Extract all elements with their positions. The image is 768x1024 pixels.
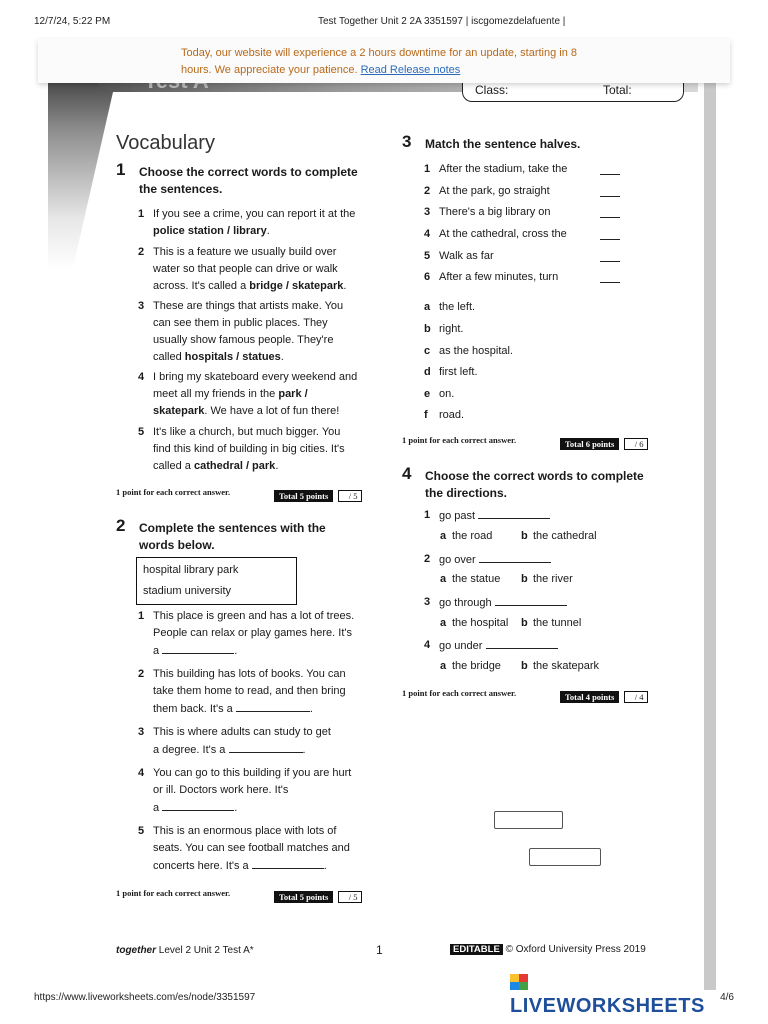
- points-note: 1 point for each correct answer.: [402, 688, 517, 698]
- answer-blank[interactable]: [252, 857, 324, 869]
- answer-input-box[interactable]: [529, 848, 601, 866]
- item-text: This place is green and has a lot of trees.: [153, 610, 355, 622]
- level-info: Level 2 Unit 2 Test A*: [158, 945, 254, 956]
- option-letter: f: [424, 409, 428, 421]
- instruction-line: Choose the correct words to complete: [425, 469, 644, 483]
- points-note: 1 point for each correct answer.: [116, 888, 231, 898]
- answer-blank[interactable]: [236, 700, 310, 712]
- item-text: go over: [439, 554, 476, 566]
- item-text: There's a big library on: [439, 206, 551, 218]
- copyright: © Oxford University Press 2019: [505, 944, 646, 955]
- answer-blank[interactable]: [162, 799, 234, 811]
- item-text: .: [343, 280, 347, 292]
- score-box: / 5: [338, 490, 362, 502]
- ex4-options-3: [440, 617, 640, 633]
- match-answer-blank[interactable]: [600, 185, 620, 197]
- item-text: go under: [439, 640, 483, 652]
- option-text: on.: [439, 388, 455, 400]
- option-letter: a: [440, 617, 447, 629]
- exercise-3-instructions: [402, 132, 682, 156]
- instruction-line: the directions.: [425, 486, 508, 500]
- option-letter: a: [424, 301, 431, 313]
- item-text: .: [275, 460, 279, 472]
- item-text: a: [153, 802, 160, 814]
- item-number: 1: [138, 208, 145, 220]
- item-number: 5: [424, 250, 431, 262]
- watermark-text: LIVEWORKSHEETS: [510, 995, 705, 1017]
- option-text: the skatepark: [533, 660, 600, 672]
- score-box: / 5: [338, 891, 362, 903]
- instruction-line: the sentences.: [139, 182, 223, 196]
- total-points: Total 4 points: [560, 691, 619, 703]
- option-text: the cathedral: [533, 530, 597, 542]
- item-text: find this kind of building in big cities. It's: [153, 443, 345, 455]
- ex3-item-5: [424, 248, 624, 266]
- item-text: I bring my skateboard every weekend and: [153, 371, 358, 383]
- exercise-2-instructions: [116, 516, 376, 556]
- instruction-line: Complete the sentences with the: [139, 521, 326, 535]
- item-number: 1: [424, 163, 431, 175]
- item-number: 1: [424, 509, 431, 521]
- banner-line: hours. We appreciate your patience.: [181, 64, 358, 76]
- liveworksheets-icon: [510, 974, 528, 990]
- ex2-total: [274, 887, 362, 905]
- item-text: You can go to this building if you are hurt: [153, 767, 352, 779]
- answer-blank[interactable]: [162, 642, 234, 654]
- ex3-option-e: [424, 386, 624, 404]
- points-note: 1 point for each correct answer.: [402, 435, 517, 445]
- ex3-item-2: [424, 183, 624, 201]
- option-letter: b: [424, 323, 431, 335]
- option-text: the statue: [452, 573, 501, 585]
- ex3-total: [560, 434, 648, 452]
- print-datetime: 12/7/24, 5:22 PM: [34, 16, 111, 27]
- item-number: 4: [138, 371, 145, 383]
- exercise-1-instructions: [116, 160, 376, 200]
- answer-blank[interactable]: [229, 741, 303, 753]
- item-text: .: [280, 351, 284, 363]
- item-number: 4: [424, 228, 431, 240]
- item-number: 3: [424, 206, 431, 218]
- item-text: called a: [153, 460, 194, 472]
- item-text: go past: [439, 510, 476, 522]
- item-text: go through: [439, 597, 492, 609]
- item-number: 5: [138, 426, 145, 438]
- option-text: the tunnel: [533, 617, 582, 629]
- item-text: concerts here. It's a: [153, 860, 249, 872]
- item-text: These are things that artists make. You: [153, 300, 344, 312]
- match-answer-blank[interactable]: [600, 163, 620, 175]
- item-text: If you see a crime, you can report it at the: [153, 208, 356, 220]
- option-text: as the hospital.: [439, 345, 513, 357]
- answer-blank[interactable]: [478, 507, 550, 519]
- ex3-option-d: [424, 364, 624, 382]
- item-text: Walk as far: [439, 250, 494, 262]
- ex4-options-2: [440, 573, 640, 589]
- option-letter: a: [440, 530, 447, 542]
- exercise-number: 1: [116, 160, 126, 179]
- total-points: Total 6 points: [560, 438, 619, 450]
- item-choice: park /: [278, 388, 308, 400]
- match-answer-blank[interactable]: [600, 206, 620, 218]
- item-text: a degree. It's a: [153, 744, 226, 756]
- print-page-number: 4/6: [720, 992, 734, 1003]
- banner-line: Today, our website will experience a 2 hours downtime for an update, starting in 8: [181, 47, 578, 59]
- option-letter: d: [424, 366, 431, 378]
- item-choice: bridge / skatepark: [249, 280, 344, 292]
- item-number: 3: [138, 300, 145, 312]
- answer-input-box[interactable]: [494, 811, 563, 829]
- option-letter: a: [440, 573, 447, 585]
- print-page-title: Test Together Unit 2 2A 3351597 | iscgomezdelafuente |: [318, 16, 566, 27]
- print-header: [34, 16, 734, 30]
- item-text: them back. It's a: [153, 703, 233, 715]
- item-text: This is an enormous place with lots of: [153, 825, 337, 837]
- downtime-notification-banner: [38, 39, 730, 83]
- item-text: across. It's called a: [153, 280, 250, 292]
- total-points: Total 5 points: [274, 891, 333, 903]
- option-letter: b: [521, 617, 528, 629]
- item-text: or ill. Doctors work here. It's: [153, 784, 289, 796]
- decorative-corner: [48, 70, 118, 270]
- match-answer-blank[interactable]: [600, 250, 620, 262]
- section-heading: Vocabulary: [116, 132, 215, 154]
- item-choice: police station / library: [153, 225, 267, 237]
- worksheet-footer-right: [450, 944, 646, 955]
- ex4-item-2: [424, 551, 624, 569]
- option-letter: b: [521, 530, 528, 542]
- answer-blank[interactable]: [479, 551, 551, 563]
- match-answer-blank[interactable]: [600, 271, 620, 283]
- option-text: the river: [533, 573, 573, 585]
- item-number: 2: [138, 668, 145, 680]
- item-text: usually show famous people. They're: [153, 334, 334, 346]
- item-number: 2: [138, 246, 145, 258]
- item-text: take them home to read, and then bring: [153, 685, 346, 697]
- answer-blank[interactable]: [495, 594, 567, 606]
- item-text: At the cathedral, cross the: [439, 228, 567, 240]
- ex4-total: [560, 687, 648, 705]
- item-text: water so that people can drive or walk: [153, 263, 338, 275]
- page-edge: [704, 70, 716, 990]
- ex4-item-3: [424, 594, 624, 612]
- item-text: seats. You can see football matches and: [153, 842, 350, 854]
- option-letter: a: [440, 660, 447, 672]
- item-text: This is a feature we usually build over: [153, 246, 337, 258]
- option-letter: e: [424, 388, 431, 400]
- option-text: the hospital: [452, 617, 509, 629]
- option-letter: b: [521, 573, 528, 585]
- item-text: This is where adults can study to get: [153, 726, 331, 738]
- item-text: At the park, go straight: [439, 185, 550, 197]
- class-label: Class:: [475, 83, 509, 97]
- item-number: 6: [424, 271, 431, 283]
- total-label: Total:: [603, 83, 632, 97]
- score-box: / 6: [624, 438, 648, 450]
- ex3-option-a: [424, 299, 624, 317]
- ex4-options-4: [440, 660, 640, 676]
- item-text: .: [266, 225, 270, 237]
- option-text: the road: [452, 530, 493, 542]
- exercise-number: 4: [402, 464, 412, 483]
- ex3-option-b: [424, 321, 624, 339]
- option-letter: b: [521, 660, 528, 672]
- banner-message: [181, 45, 581, 79]
- answer-blank[interactable]: [486, 637, 558, 649]
- worksheet-page-number: 1: [376, 943, 383, 957]
- ex3-item-1: [424, 161, 624, 179]
- word-bank-line: hospital library park: [143, 564, 239, 576]
- instruction-line: words below.: [139, 538, 215, 552]
- option-text: road.: [439, 409, 465, 421]
- ex3-option-c: [424, 343, 624, 361]
- ex1-item-3: [138, 298, 378, 368]
- ex4-item-1: [424, 507, 624, 525]
- worksheet-footer-left: [116, 945, 254, 956]
- brand-name: together: [116, 945, 156, 956]
- item-text: This building has lots of books. You can: [153, 668, 346, 680]
- item-number: 3: [424, 596, 431, 608]
- points-note: 1 point for each correct answer.: [116, 487, 231, 497]
- match-answer-blank[interactable]: [600, 228, 620, 240]
- item-text: After a few minutes, turn: [439, 271, 559, 283]
- option-letter: c: [424, 345, 431, 357]
- option-text: the left.: [439, 301, 476, 313]
- item-choice: skatepark: [153, 405, 205, 417]
- ex2-item-4: 4 You can go to this building if you are hurt or ill. Doctors work here. It's a .: [138, 767, 352, 814]
- item-number: 3: [138, 726, 145, 738]
- ex3-item-6: [424, 269, 624, 287]
- item-number: 2: [424, 185, 431, 197]
- item-text: can see them in public places. They: [153, 317, 328, 329]
- option-text: first left.: [439, 366, 478, 378]
- word-bank-line: stadium university: [143, 585, 232, 597]
- item-number: 4: [424, 639, 431, 651]
- ex2-item-3: 3 This is where adults can study to get a degree. It's a .: [138, 726, 331, 756]
- item-text: It's like a church, but much bigger. You: [153, 426, 341, 438]
- ex2-item-5: 5 This is an enormous place with lots of seats. You can see football matches and concerts here. It's a .: [138, 825, 350, 872]
- item-number: 5: [138, 825, 145, 837]
- exercise-4-instructions: [402, 464, 692, 504]
- exercise-number: 3: [402, 132, 412, 151]
- ex2-item-2: 2 This building has lots of books. You can take them home to read, and then bring them back. It's a .: [138, 668, 346, 715]
- item-number: 2: [424, 553, 431, 565]
- ex3-item-3: [424, 204, 624, 222]
- print-url: https://www.liveworksheets.com/es/node/3351597: [34, 992, 256, 1003]
- option-text: the bridge: [452, 660, 501, 672]
- print-footer: [34, 992, 734, 1006]
- item-text: meet all my friends in the: [153, 388, 279, 400]
- instruction-line: Match the sentence halves.: [425, 137, 581, 151]
- total-points: Total 5 points: [274, 490, 333, 502]
- ex1-item-4: [138, 369, 378, 423]
- ex3-item-4: [424, 226, 624, 244]
- option-text: right.: [439, 323, 464, 335]
- instruction-line: Choose the correct words to complete: [139, 165, 358, 179]
- score-box: / 4: [624, 691, 648, 703]
- release-notes-link[interactable]: Read Release notes: [360, 64, 461, 76]
- ex1-item-5: [138, 424, 378, 478]
- ex4-item-4: [424, 637, 624, 655]
- item-text: After the stadium, take the: [439, 163, 568, 175]
- item-text: a: [153, 645, 160, 657]
- item-number: 4: [138, 767, 145, 779]
- editable-badge: EDITABLE: [450, 944, 503, 955]
- ex1-item-2: [138, 244, 378, 298]
- word-bank: [136, 557, 297, 605]
- item-choice: hospitals / statues: [184, 351, 281, 363]
- ex4-options-1: [440, 530, 640, 546]
- item-choice: cathedral / park: [193, 460, 276, 472]
- item-text: called: [153, 351, 185, 363]
- item-text: People can relax or play games here. It's: [153, 627, 352, 639]
- item-text: . We have a lot of fun there!: [204, 405, 340, 417]
- ex3-option-f: [424, 407, 624, 425]
- ex1-item-1: [138, 206, 378, 242]
- item-number: 1: [138, 610, 145, 622]
- ex2-item-1: 1 This place is green and has a lot of trees. People can relax or play games here. It's a .: [138, 610, 355, 657]
- exercise-number: 2: [116, 516, 126, 535]
- ex1-total: [274, 486, 362, 504]
